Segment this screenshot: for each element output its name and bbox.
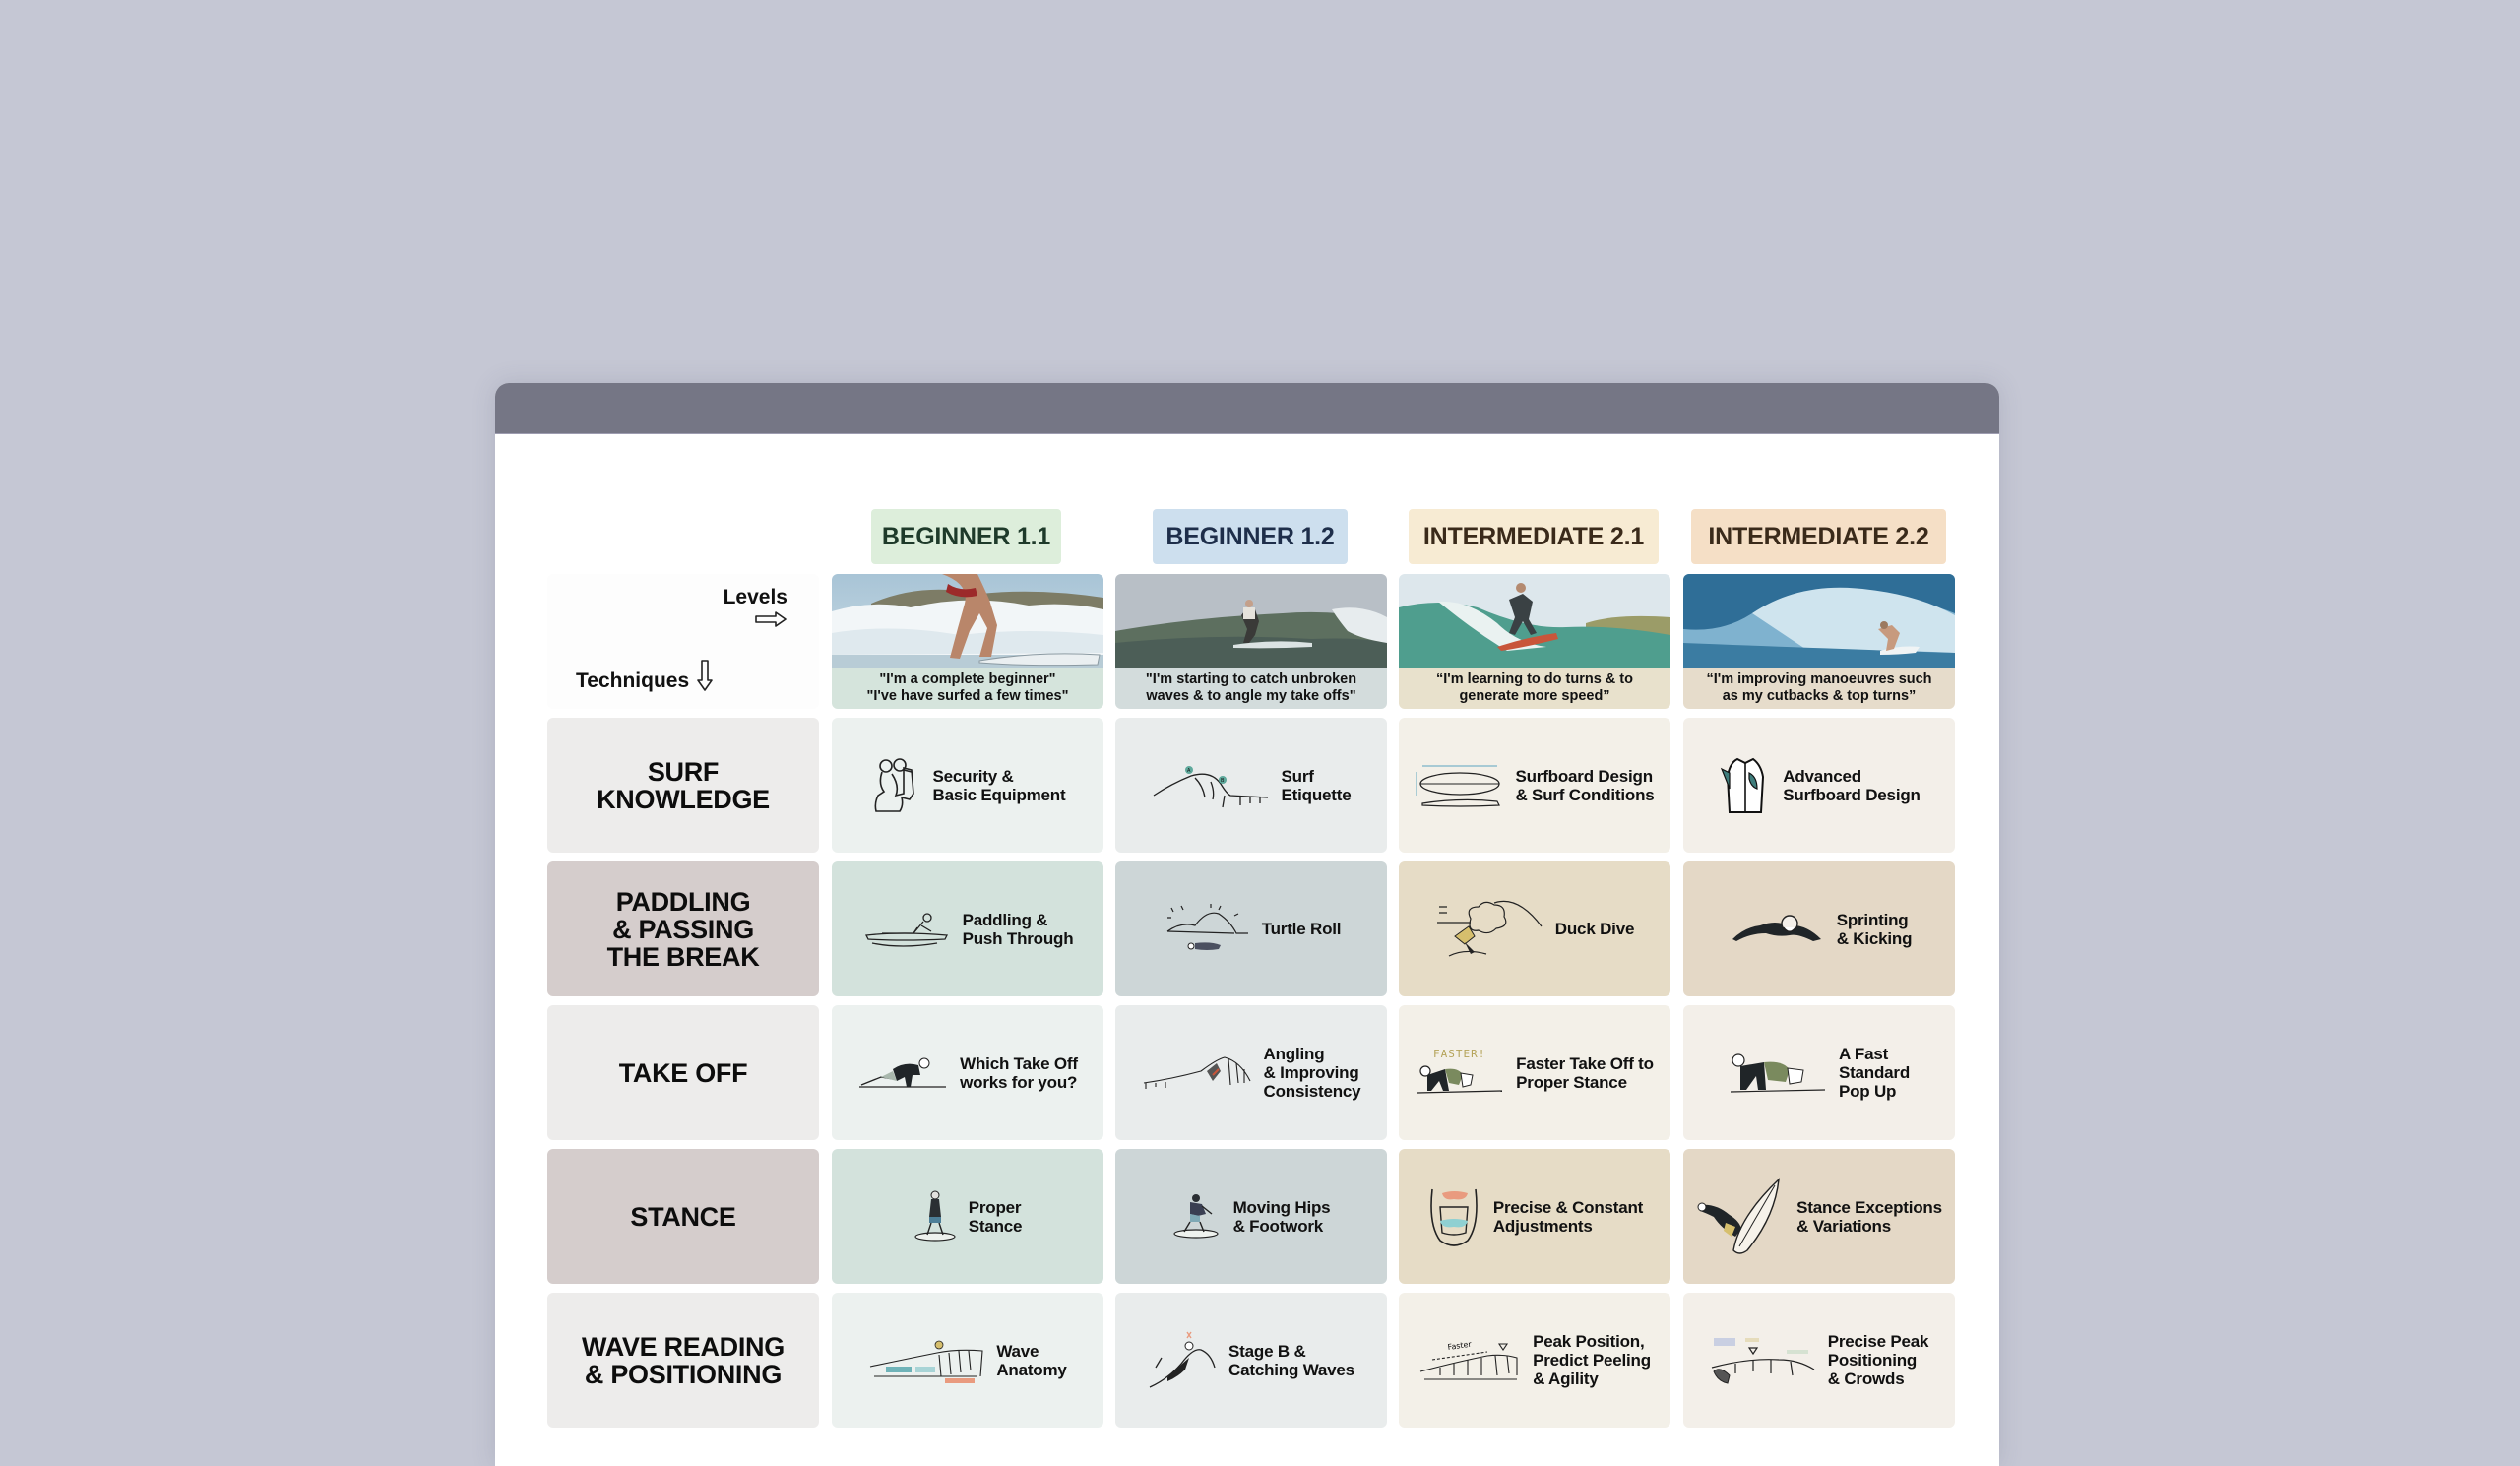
- technique-label: Precise & Constant: [1492, 1197, 1644, 1217]
- technique-label: & Surf Conditions: [1515, 785, 1655, 804]
- technique-label: works for you?: [960, 1072, 1078, 1092]
- surfboard-dimensions-icon: [1415, 760, 1503, 811]
- technique-precise-constant-adjustments[interactable]: [1399, 1149, 1670, 1284]
- surfer-board-variation-icon: [1696, 1178, 1785, 1256]
- level-caption-1: [832, 668, 1103, 709]
- row-header-line: KNOWLEDGE: [597, 784, 770, 814]
- popup-pose-icon: [1729, 1049, 1827, 1098]
- caption-line: waves & to angle my take offs": [1146, 688, 1356, 704]
- caption-line: as my cutbacks & top turns”: [1722, 688, 1917, 704]
- level-caption-3: [1399, 668, 1670, 709]
- caption-line: generate more speed”: [1459, 688, 1610, 704]
- level-label-beginner-1-1[interactable]: [871, 509, 1061, 564]
- technique-faster-take-off[interactable]: [1399, 1005, 1670, 1140]
- level-label-text: INTERMEDIATE 2.1: [1422, 522, 1645, 550]
- caption-line: “I'm improving manoeuvres such: [1706, 671, 1932, 687]
- level-caption-2: [1115, 668, 1387, 709]
- level-label-intermediate-2-2[interactable]: [1691, 509, 1946, 564]
- row-header-line: WAVE READING: [582, 1331, 785, 1362]
- technique-proper-stance[interactable]: [832, 1149, 1103, 1284]
- turtle-roll-icon: [1162, 902, 1250, 957]
- caption-line: “I'm learning to do turns & to: [1436, 671, 1633, 687]
- technique-label: & Kicking: [1836, 928, 1913, 948]
- row-header-line: SURF: [647, 756, 720, 787]
- row-header-take-off[interactable]: [547, 1005, 819, 1140]
- technique-angling-consistency[interactable]: [1115, 1005, 1387, 1140]
- level-photo-card-3[interactable]: [1399, 574, 1670, 709]
- technique-surf-etiquette[interactable]: [1115, 718, 1387, 853]
- beginner-surfer-photo: [832, 574, 1103, 668]
- technique-stance-exceptions-variations[interactable]: [1683, 1149, 1955, 1284]
- technique-label: Surf: [1281, 766, 1314, 786]
- level-photo-card-1[interactable]: [832, 574, 1103, 709]
- unbroken-wave-photo: [1115, 574, 1387, 668]
- faster-popup-icon: [1416, 1046, 1504, 1101]
- technique-label: Etiquette: [1281, 785, 1352, 804]
- app-window: [495, 383, 1999, 1466]
- svg-text:Faster: Faster: [1447, 1339, 1473, 1352]
- technique-label: Push Through: [962, 928, 1074, 948]
- technique-label: & Improving: [1263, 1063, 1359, 1082]
- technique-label: Catching Waves: [1228, 1360, 1354, 1379]
- row-header-wave-reading-positioning[interactable]: [547, 1293, 819, 1428]
- crowd-peak-icon: [1710, 1336, 1816, 1385]
- svg-text:B: B: [1220, 777, 1224, 784]
- level-photo-card-4[interactable]: [1683, 574, 1955, 709]
- technique-label: Stance Exceptions: [1796, 1197, 1942, 1217]
- row-header-paddling-passing-break[interactable]: [547, 861, 819, 996]
- technique-label: Consistency: [1263, 1082, 1361, 1101]
- technique-label: Turtle Roll: [1261, 920, 1342, 938]
- technique-label: & Crowds: [1827, 1370, 1905, 1388]
- level-caption-4: [1683, 668, 1955, 709]
- row-header-stance[interactable]: [547, 1149, 819, 1284]
- technique-label: Proper: [968, 1197, 1022, 1217]
- technique-label: Duck Dive: [1554, 920, 1635, 938]
- arrow-down-icon: [697, 659, 713, 692]
- window-titlebar[interactable]: [495, 383, 1999, 434]
- technique-sprinting-kicking[interactable]: [1683, 861, 1955, 996]
- technique-label: Stage B &: [1228, 1341, 1306, 1361]
- technique-label: Positioning: [1827, 1351, 1918, 1370]
- wave-anatomy-icon: [868, 1337, 984, 1384]
- technique-label: Which Take Off: [960, 1053, 1078, 1073]
- technique-label: Faster Take Off to: [1516, 1053, 1654, 1073]
- caption-line: "I'm starting to catch unbroken: [1145, 671, 1357, 687]
- paddling-surfer-icon: [862, 910, 951, 949]
- technique-duck-dive[interactable]: [1399, 861, 1670, 996]
- technique-label: Stance: [968, 1216, 1023, 1236]
- standing-surfer-icon: [914, 1189, 957, 1244]
- crouched-surfer-icon: [1172, 1192, 1222, 1242]
- row-header-line: THE BREAK: [606, 941, 760, 972]
- technique-label: Adjustments: [1492, 1216, 1593, 1236]
- svg-text:A: A: [1186, 767, 1190, 774]
- row-header-line: PADDLING: [615, 886, 751, 917]
- takeoff-pose-icon: [857, 1053, 948, 1093]
- technique-label: Proper Stance: [1516, 1072, 1627, 1092]
- feet-placement-icon: [1426, 1185, 1481, 1248]
- technique-paddling-push-through[interactable]: [832, 861, 1103, 996]
- technique-precise-peak-crowds[interactable]: [1683, 1293, 1955, 1428]
- technique-wave-anatomy[interactable]: [832, 1293, 1103, 1428]
- technique-label: Wave: [996, 1341, 1040, 1361]
- row-header-line: & PASSING: [612, 914, 754, 944]
- technique-label: & Variations: [1796, 1216, 1891, 1236]
- catching-wave-icon: [1148, 1328, 1217, 1393]
- levels-axis-label: Levels: [723, 586, 788, 608]
- technique-label: Surfboard Design: [1515, 766, 1653, 786]
- sprinting-swimmer-icon: [1727, 910, 1825, 949]
- arrow-right-icon: [754, 611, 788, 627]
- level-label-text: BEGINNER 1.2: [1166, 522, 1335, 550]
- technique-label: Surfboard Design: [1783, 785, 1921, 804]
- duck-dive-icon: [1435, 897, 1544, 962]
- row-header-line: & POSITIONING: [584, 1359, 783, 1389]
- angled-wave-icon: [1142, 1052, 1252, 1095]
- techniques-axis-label: Techniques: [576, 669, 690, 692]
- axis-legend: [547, 574, 819, 709]
- wave-ab-icon: [1152, 762, 1270, 809]
- caption-line: "I've have surfed a few times": [866, 688, 1069, 704]
- technique-surfboard-design-conditions[interactable]: [1399, 718, 1670, 853]
- svg-text:FASTER!: FASTER!: [1433, 1047, 1486, 1060]
- backpack-person-icon: [870, 758, 921, 813]
- technique-label: Basic Equipment: [932, 785, 1066, 804]
- technique-label: A Fast: [1838, 1045, 1889, 1063]
- level-label-text: INTERMEDIATE 2.2: [1708, 522, 1929, 550]
- technique-label: Angling: [1263, 1045, 1325, 1063]
- technique-fast-standard-pop-up[interactable]: [1683, 1005, 1955, 1140]
- technique-peak-position-agility[interactable]: [1399, 1293, 1670, 1428]
- level-label-text: BEGINNER 1.1: [881, 522, 1051, 550]
- technique-turtle-roll[interactable]: [1115, 861, 1387, 996]
- barrel-wave-photo: [1683, 574, 1955, 668]
- technique-label: Sprinting: [1836, 910, 1909, 929]
- technique-label: Predict Peeling: [1533, 1351, 1651, 1370]
- caption-line: "I'm a complete beginner": [879, 671, 1056, 687]
- technique-security-basic-equipment[interactable]: [832, 718, 1103, 853]
- technique-label: Paddling &: [962, 910, 1048, 929]
- row-header-line: TAKE OFF: [618, 1057, 748, 1088]
- technique-label: Security &: [932, 766, 1014, 786]
- technique-advanced-surfboard-design[interactable]: [1683, 718, 1955, 853]
- turning-surfer-photo: [1399, 574, 1670, 668]
- technique-label: & Footwork: [1232, 1216, 1324, 1236]
- level-photo-card-2[interactable]: [1115, 574, 1387, 709]
- technique-label: Precise Peak: [1827, 1332, 1929, 1351]
- technique-label: Anatomy: [996, 1360, 1067, 1379]
- level-label-intermediate-2-1[interactable]: [1409, 509, 1659, 564]
- technique-stage-b-catching-waves[interactable]: [1115, 1293, 1387, 1428]
- technique-which-take-off[interactable]: [832, 1005, 1103, 1140]
- technique-label: & Agility: [1533, 1370, 1599, 1388]
- technique-moving-hips-footwork[interactable]: [1115, 1149, 1387, 1284]
- technique-label: Standard: [1838, 1063, 1911, 1082]
- technique-label: Advanced: [1783, 766, 1861, 786]
- technique-label: Peak Position,: [1533, 1332, 1645, 1351]
- peak-position-icon: [1418, 1338, 1521, 1383]
- technique-label: Pop Up: [1838, 1082, 1897, 1101]
- technique-label: Moving Hips: [1232, 1197, 1331, 1217]
- row-header-surf-knowledge[interactable]: [547, 718, 819, 853]
- board-fins-icon: [1718, 755, 1771, 816]
- row-header-line: STANCE: [630, 1201, 736, 1232]
- level-label-beginner-1-2[interactable]: [1153, 509, 1348, 564]
